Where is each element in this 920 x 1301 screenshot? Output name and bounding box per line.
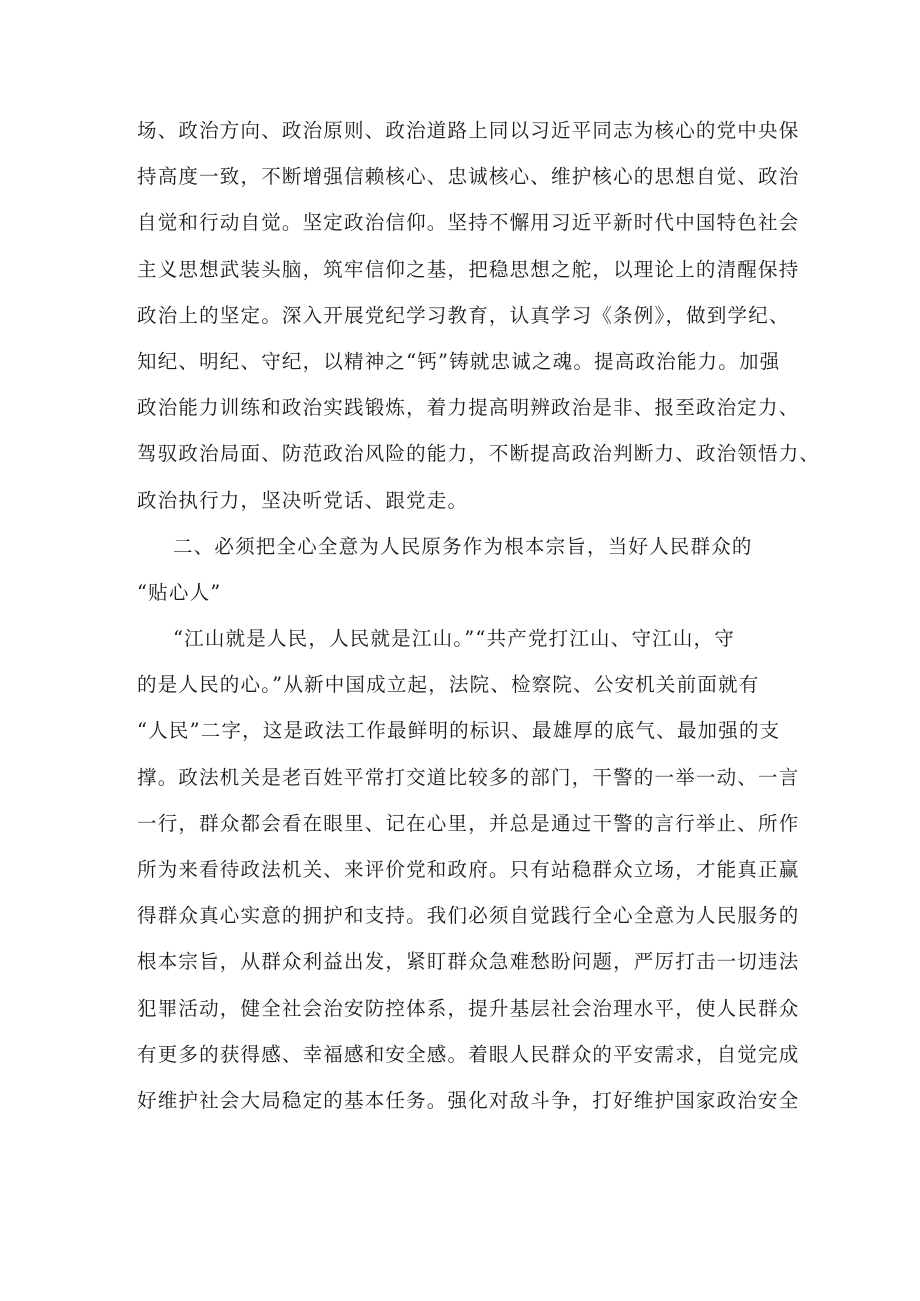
text-line: 政治上的坚定。深入开展党纪学习教育，认真学习《条例》，做到学纪、 xyxy=(137,303,790,327)
text-line: 政治能力训练和政治实践锻炼，着力提高明辨政治是非、报至政治定力、 xyxy=(137,396,800,420)
text-line: “人民”二字，这是政法工作最鲜明的标识、最雄厚的底气、最加强的支 xyxy=(137,719,781,743)
paragraph-first-line: “江山就是人民，人民就是江山。”“共产党打江山、守江山，守 xyxy=(173,627,735,651)
text-line: 好维护社会大局稳定的基本任务。强化对敌斗争，打好维护国家政治安全 xyxy=(137,1088,800,1112)
text-line: 的是人民的心。”从新中国成立起，法院、检察院、公安机关前面就有 xyxy=(137,673,760,697)
text-line: 一行，群众都会看在眼里、记在心里，并总是通过干警的言行举止、所作 xyxy=(137,811,800,835)
text-line: 所为来看待政法机关、来评价党和政府。只有站稳群众立场，才能真正赢 xyxy=(137,858,800,881)
text-line: 自觉和行动自觉。坚定政治信仰。坚持不懈用习近平新时代中国特色社会 xyxy=(137,211,800,235)
text-line: “贴心人” xyxy=(137,580,222,604)
text-line: 犯罪活动，健全社会治安防控体系，提升基层社会治理水平，使人民群众 xyxy=(137,996,800,1020)
text-line: 知纪、明纪、守纪，以精神之“钙”铸就忠诚之魂。提高政治能力。加强 xyxy=(137,349,781,373)
text-line: 场、政治方向、政治原则、政治道路上同以习近平同志为核心的党中央保 xyxy=(137,119,800,142)
text-line: 撑。政法机关是老百姓平常打交道比较多的部门，干警的一举一动、一言 xyxy=(137,765,800,789)
paragraph-first-line: 二、必须把全心全意为人民原务作为根本宗旨，当好人民群众的 xyxy=(173,534,753,558)
document-body xyxy=(137,108,821,1124)
text-line: 持高度一致，不断增强信赖核心、忠诚核心、维护核心的思想自觉、政治 xyxy=(137,165,800,189)
text-line: 有更多的获得感、幸福感和安全感。着眼人民群众的平安需求，自觉完成 xyxy=(137,1042,800,1066)
text-line: 驾驭政治局面、防范政治风险的能力，不断提高政治判断力、政治领悟力、 xyxy=(137,442,821,466)
text-line: 政治执行力，坚决听党话、跟党走。 xyxy=(137,488,469,512)
text-line: 根本宗旨，从群众利益出发，紧盯群众急难愁盼问题，严厉打击一切违法 xyxy=(137,950,800,974)
text-line: 主义思想武装头脑，筑牢信仰之基，把稳思想之舵，以理论上的清醒保持 xyxy=(137,257,800,281)
text-line: 得群众真心实意的拥护和支持。我们必须自觉践行全心全意为人民服务的 xyxy=(137,904,800,928)
